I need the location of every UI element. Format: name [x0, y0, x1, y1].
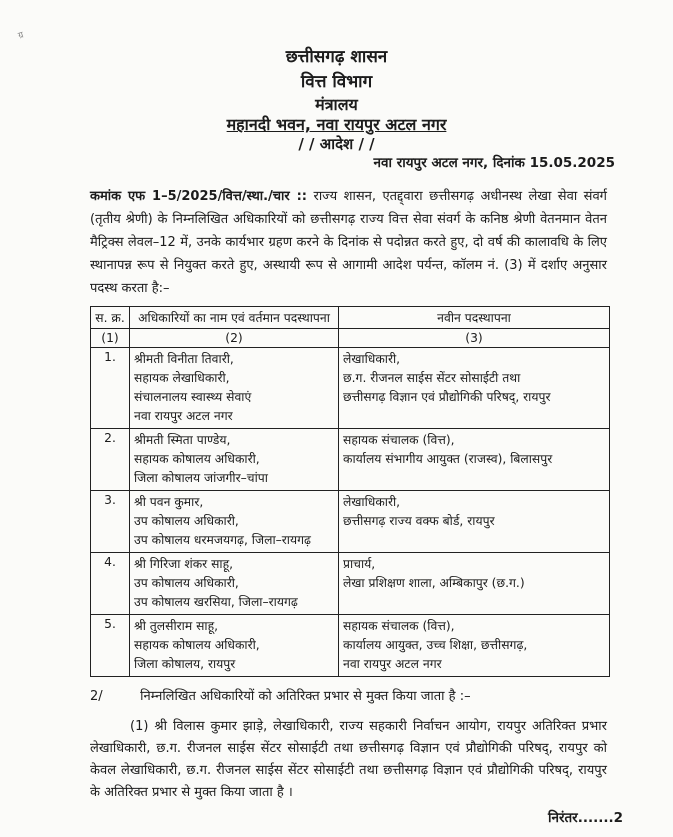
cell-line: छत्तीसगढ़ विज्ञान एवं प्रौद्योगिकी परिषद्, रायपुर — [343, 390, 551, 404]
cell-line: जिला कोषालय, रायपुर — [134, 657, 236, 671]
posting-cell — [339, 348, 610, 429]
posting-cell — [339, 553, 610, 615]
officer-cell — [130, 429, 339, 491]
intro-text: राज्य शासन, एतद्द्वारा छत्तीसगढ़ अधीनस्थ लेखा सेवा संवर्ग (तृतीय श्रेणी) के निम्नलिखित अधिकारियों को छत्तीसगढ़ राज्य वित्त सेवा संवर्ग के कनिष्ठ श्रेणी वेतनमान वेतन मैट्रिक्स लेवल–12 में, उनके कार्यभार ग्रहण करने के दिनांक से पदोन्नत करते हुए, दो वर्ष की कालावधि के लिए स्थानापन्न रूप से नियुक्त करते हुए, अस्थायी रूप से आगामी आदेश पर्यन्त, कॉलम नं. (3) में दर्शाए अनुसार पदस्थ करता है:– — [90, 189, 608, 296]
officer-cell — [130, 553, 339, 615]
table-row — [91, 348, 610, 429]
cell-line: श्री तुलसीराम साहू, — [134, 619, 219, 633]
cell-line: कार्यालय संभागीय आयुक्त (राजस्व), बिलासपुर — [343, 452, 553, 466]
cell-line: श्री गिरिजा शंकर साहू, — [134, 557, 234, 571]
cell-line: श्रीमती स्मिता पाण्डेय, — [134, 433, 231, 447]
row-serial: 5. — [91, 615, 130, 677]
table-row — [91, 491, 610, 553]
cell-line: संचालनालय स्वास्थ्य सेवाएं — [134, 390, 252, 404]
posting-cell — [339, 429, 610, 491]
section-2-paragraph: (1) श्री विलास कुमार झाड़े, लेखाधिकारी, राज्य सहकारी निर्वाचन आयोग, रायपुर अतिरिक्त प्रभार लेखाधिकारी, छ.ग. रीजनल साईस सेंटर सोसाईटी तथा छत्तीसगढ़ विज्ञान एवं प्रौद्योगिकी परिषद्, रायपुर को केवल लेखाधिकारी, छ.ग. रीजनल साईस सेंटर सोसाईटी तथा छत्तीसगढ़ विज्ञान एवं प्रौद्योगिकी परिषद्, रायपुर के अतिरिक्त प्रभार से मुक्त किया जाता है । — [90, 719, 607, 800]
header-officer: अधिकारियों का नाम एवं वर्तमान पदस्थापना — [130, 307, 339, 329]
order-reference: कमांक एफ 1–5/2025/वित्त/स्था./चार :: — [90, 189, 308, 204]
cell-line: सहायक कोषालय अधिकारी, — [134, 452, 260, 466]
section-2-heading — [90, 686, 471, 704]
table-row — [91, 553, 610, 615]
section-2-title: निम्नलिखित अधिकारियों को अतिरिक्त प्रभार से मुक्त किया जाता है :– — [140, 689, 471, 704]
row-serial: 2. — [91, 429, 130, 491]
cell-line: नवा रायपुर अटल नगर — [134, 409, 233, 423]
cell-line: लेखा प्रशिक्षण शाला, अम्बिकापुर (छ.ग.) — [343, 576, 525, 590]
posting-cell — [339, 615, 610, 677]
posting-cell — [339, 491, 610, 553]
officer-cell — [130, 615, 339, 677]
cell-line: कार्यालय आयुक्त, उच्च शिक्षा, छत्तीसगढ़, — [343, 638, 528, 652]
cell-line: लेखाधिकारी, — [343, 352, 401, 366]
department-title: वित्त विभाग — [300, 72, 373, 92]
cell-line: छ.ग. रीजनल साईस सेंटर सोसाईटी तथा — [343, 371, 521, 385]
cell-line: सहायक लेखाधिकारी, — [134, 371, 230, 385]
ministry-title: मंत्रालय — [315, 95, 358, 114]
column-number: (1) — [91, 329, 130, 348]
section-2-number: 2/ — [90, 689, 103, 704]
address-line: महानदी भवन, नवा रायपुर अटल नगर — [226, 115, 447, 134]
header-serial: स. क्र. — [91, 307, 130, 329]
continued-marker: निरंतर.......2 — [547, 810, 623, 826]
cell-line: जिला कोषालय जांजगीर–चांपा — [134, 471, 268, 485]
cell-line: सहायक कोषालय अधिकारी, — [134, 638, 260, 652]
posting-table — [90, 306, 610, 677]
row-serial: 1. — [91, 348, 130, 429]
order-heading: / / आदेश / / — [298, 135, 375, 153]
cell-line: श्रीमती विनीता तिवारी, — [134, 352, 234, 366]
header-new-posting: नवीन पदस्थापना — [339, 307, 610, 329]
cell-line: उप कोषालय अधिकारी, — [134, 576, 239, 590]
officer-cell — [130, 348, 339, 429]
government-title: छत्तीसगढ़ शासन — [285, 47, 388, 67]
column-number: (3) — [339, 329, 610, 348]
table-header-row — [91, 307, 610, 329]
row-serial: 4. — [91, 553, 130, 615]
place-date-line: नवा रायपुर अटल नगर, दिनांक 15.05.2025 — [373, 155, 615, 171]
officer-cell — [130, 491, 339, 553]
column-number: (2) — [130, 329, 339, 348]
row-serial: 3. — [91, 491, 130, 553]
cell-line: सहायक संचालक (वित्त), — [343, 433, 455, 447]
cell-line: छत्तीसगढ़ राज्य वक्फ बोर्ड, रायपुर — [343, 514, 495, 528]
cell-line: नवा रायपुर अटल नगर — [343, 657, 442, 671]
cell-line: लेखाधिकारी, — [343, 495, 401, 509]
cell-line: सहायक संचालक (वित्त), — [343, 619, 455, 633]
cell-line: उप कोषालय धरमजयगढ़, जिला–रायगढ़ — [134, 533, 311, 547]
cell-line: उप कोषालय अधिकारी, — [134, 514, 239, 528]
table-row — [91, 615, 610, 677]
cell-line: उप कोषालय खरसिया, जिला–रायगढ़ — [134, 595, 298, 609]
intro-paragraph — [90, 185, 607, 300]
table-row — [91, 429, 610, 491]
cell-line: श्री पवन कुमार, — [134, 495, 204, 509]
handwritten-mark: ग्र — [17, 30, 25, 42]
cell-line: प्राचार्य, — [343, 557, 376, 571]
column-number-row — [91, 329, 610, 348]
